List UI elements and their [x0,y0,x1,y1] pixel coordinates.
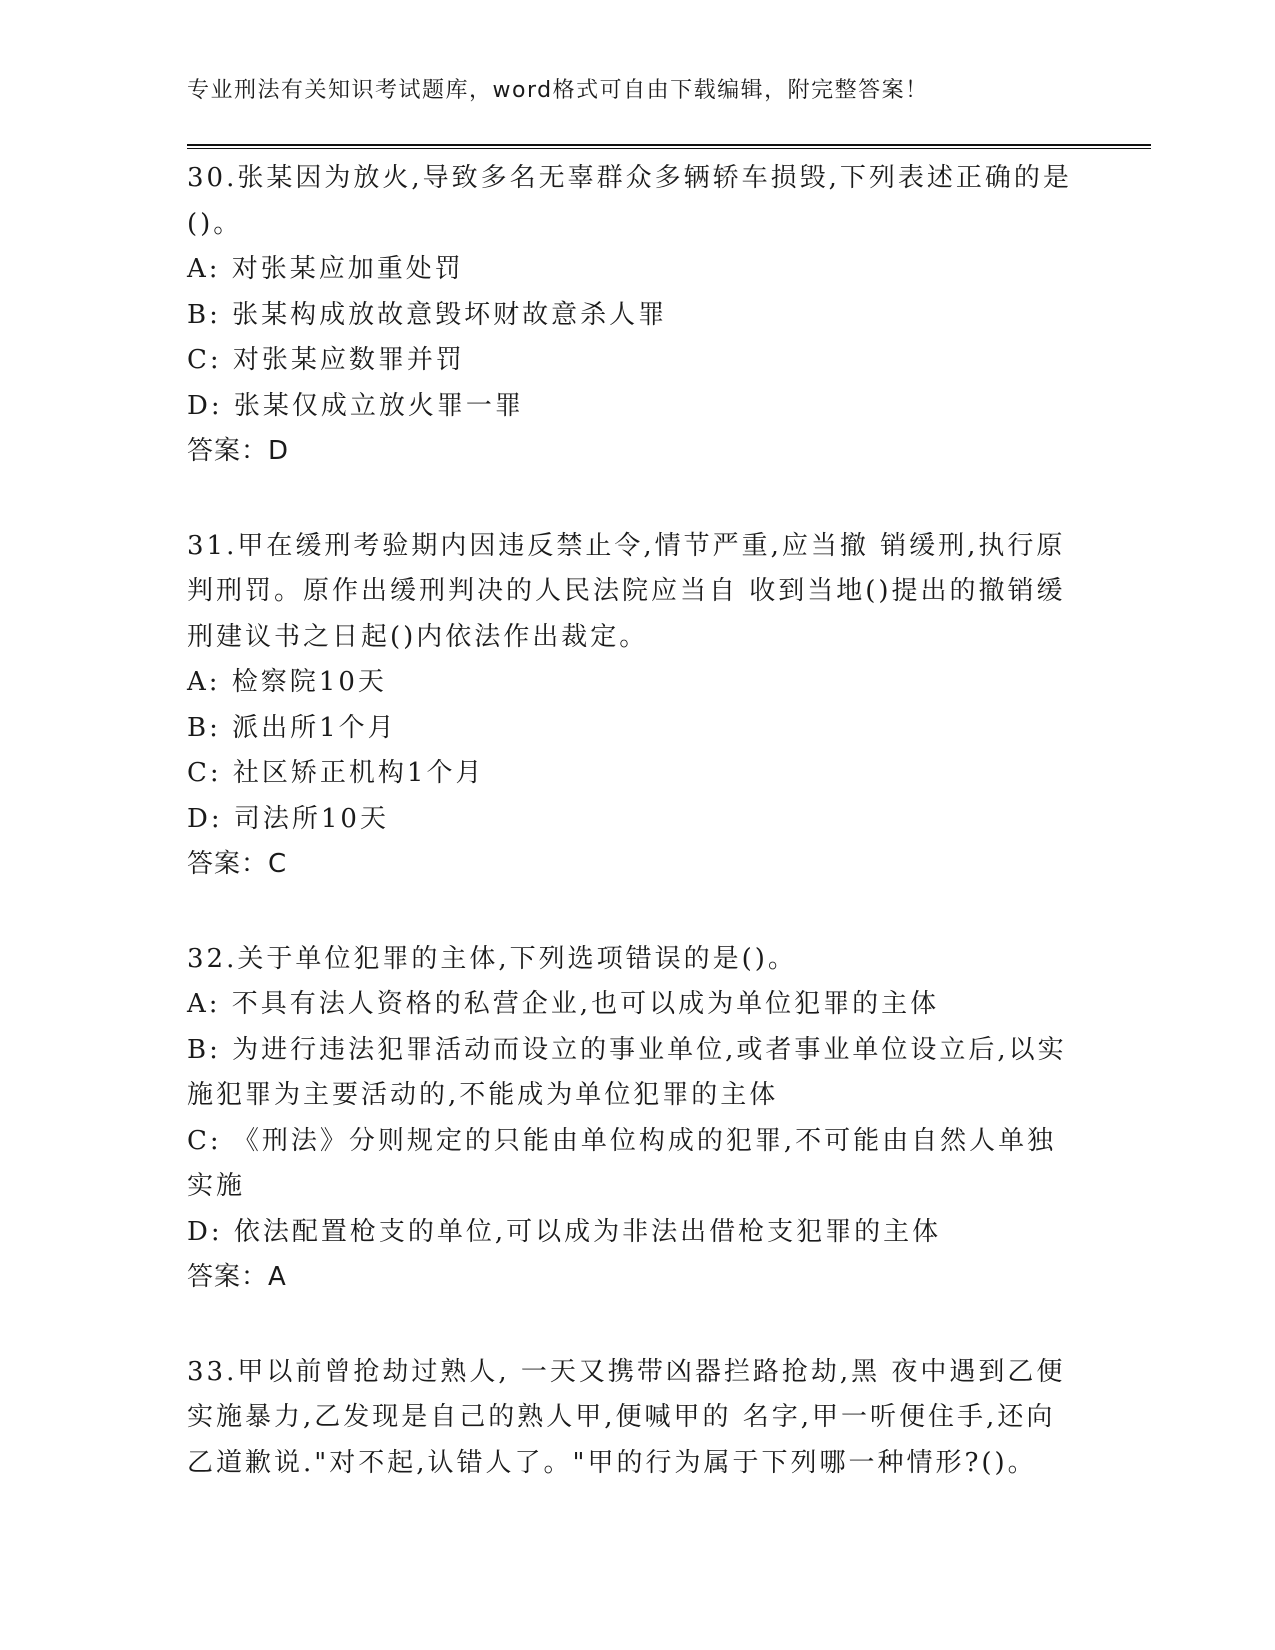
option-b-continued: 施犯罪为主要活动的,不能成为单位犯罪的主体 [187,1080,779,1110]
option-c: C: 《刑法》分则规定的只能由单位构成的犯罪,不可能由自然人单独 [187,1125,1057,1156]
option-c: C: 社区矫正机构1个月 [187,758,485,788]
question-31 [187,524,1087,888]
question-stem-line: ()。 [187,208,243,239]
question-stem-line: 乙道歉说."对不起,认错人了。"甲的行为属于下列哪一种情形?()。 [187,1447,1037,1478]
question-list [187,156,1087,1535]
option-d: D: 依法配置枪支的单位,可以成为非法出借枪支犯罪的主体 [187,1216,942,1247]
page-header: 专业刑法有关知识考试题库，word格式可自由下载编辑，附完整答案！ [187,78,929,103]
option-a: A: 不具有法人资格的私营企业,也可以成为单位犯罪的主体 [187,989,940,1019]
question-30 [187,156,1087,475]
option-a: A: 对张某应加重处罚 [187,254,464,284]
question-stem-line: 30.张某因为放火,导致多名无辜群众多辆轿车损毁,下列表述正确的是 [187,163,1072,193]
question-stem-line: 31.甲在缓刑考验期内因违反禁止令,情节严重,应当撤 销缓刑,执行原 [187,530,1066,561]
option-b: B: 张某构成放故意毁坏财故意杀人罪 [187,299,668,330]
option-c-continued: 实施 [187,1171,246,1201]
question-stem-line: 32.关于单位犯罪的主体,下列选项错误的是()。 [187,943,797,974]
question-32 [187,937,1087,1301]
question-stem-line: 判刑罚。原作出缓刑判决的人民法院应当自 收到当地()提出的撤销缓 [187,576,1066,606]
answer-label: 答案：C [187,849,288,879]
option-d: D: 张某仅成立放火罪一罪 [187,390,524,421]
option-b: B: 为进行违法犯罪活动而设立的事业单位,或者事业单位设立后,以实 [187,1034,1067,1065]
question-stem-line: 实施暴力,乙发现是自己的熟人甲,便喊甲的 名字,甲一听便住手,还向 [187,1402,1056,1432]
question-stem-line: 刑建议书之日起()内依法作出裁定。 [187,621,649,652]
answer-label: 答案：D [187,436,290,466]
option-a: A: 检察院10天 [187,667,387,697]
option-c: C: 对张某应数罪并罚 [187,345,465,375]
header-divider [187,144,1151,149]
option-d: D: 司法所10天 [187,803,389,834]
option-b: B: 派出所1个月 [187,712,397,743]
answer-label: 答案：A [187,1262,287,1292]
question-stem-line: 33.甲以前曾抢劫过熟人, 一天又携带凶器拦路抢劫,黑 夜中遇到乙便 [187,1356,1066,1387]
question-33 [187,1350,1087,1487]
